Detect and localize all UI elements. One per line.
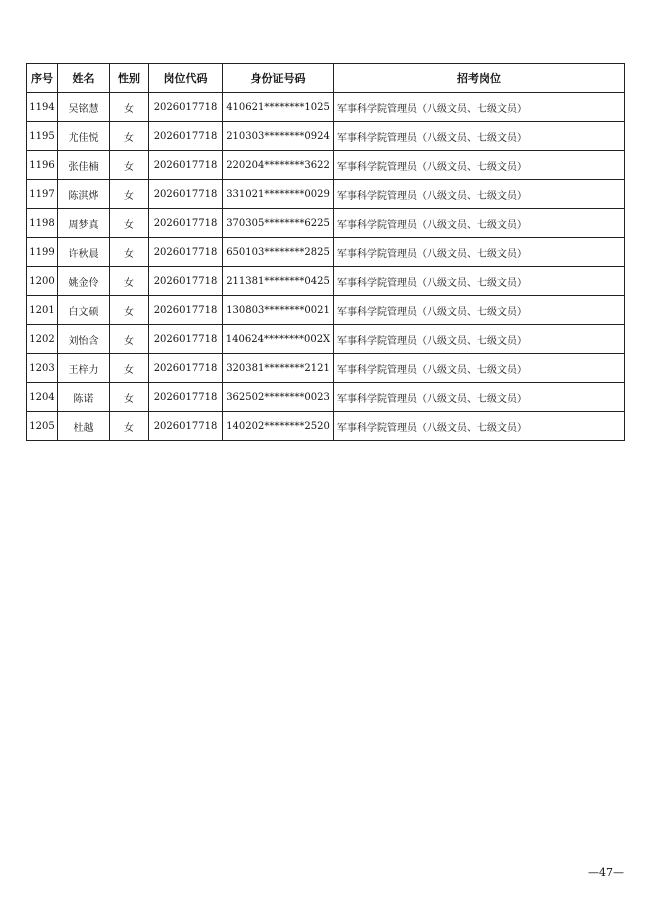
table-body [27, 93, 625, 441]
cell-index: 1201 [27, 296, 58, 325]
cell-position: 军事科学院管理员（八级文员、七级文员） [334, 93, 625, 122]
cell-index: 1197 [27, 180, 58, 209]
cell-index: 1205 [27, 412, 58, 441]
cell-position-code: 2026017718 [149, 383, 223, 412]
cell-id-number: 220204********3622 [223, 151, 334, 180]
cell-name: 陈淇烨 [58, 180, 110, 209]
cell-position: 军事科学院管理员（八级文员、七级文员） [334, 180, 625, 209]
cell-position-code: 2026017718 [149, 122, 223, 151]
table-row [27, 383, 625, 412]
cell-position: 军事科学院管理员（八级文员、七级文员） [334, 209, 625, 238]
cell-gender: 女 [110, 209, 149, 238]
table-row [27, 122, 625, 151]
header-id-number: 身份证号码 [223, 64, 334, 93]
table-row [27, 151, 625, 180]
cell-gender: 女 [110, 354, 149, 383]
cell-position-code: 2026017718 [149, 296, 223, 325]
cell-position: 军事科学院管理员（八级文员、七级文员） [334, 151, 625, 180]
header-name: 姓名 [58, 64, 110, 93]
cell-gender: 女 [110, 267, 149, 296]
header-index: 序号 [27, 64, 58, 93]
cell-id-number: 211381********0425 [223, 267, 334, 296]
cell-gender: 女 [110, 180, 149, 209]
cell-name: 吴铭慧 [58, 93, 110, 122]
cell-name: 张佳楠 [58, 151, 110, 180]
cell-name: 白文硕 [58, 296, 110, 325]
cell-position-code: 2026017718 [149, 354, 223, 383]
table-row [27, 412, 625, 441]
cell-gender: 女 [110, 412, 149, 441]
cell-position-code: 2026017718 [149, 180, 223, 209]
cell-position-code: 2026017718 [149, 209, 223, 238]
cell-id-number: 370305********6225 [223, 209, 334, 238]
cell-index: 1204 [27, 383, 58, 412]
cell-position: 军事科学院管理员（八级文员、七级文员） [334, 325, 625, 354]
cell-gender: 女 [110, 122, 149, 151]
cell-position: 军事科学院管理员（八级文员、七级文员） [334, 354, 625, 383]
table-row [27, 325, 625, 354]
cell-name: 姚金伶 [58, 267, 110, 296]
cell-position: 军事科学院管理员（八级文员、七级文员） [334, 267, 625, 296]
cell-gender: 女 [110, 238, 149, 267]
cell-position-code: 2026017718 [149, 325, 223, 354]
cell-id-number: 140624********002X [223, 325, 334, 354]
table-header-row [27, 64, 625, 93]
table-row [27, 238, 625, 267]
cell-id-number: 130803********0021 [223, 296, 334, 325]
cell-gender: 女 [110, 296, 149, 325]
cell-index: 1198 [27, 209, 58, 238]
cell-id-number: 140202********2520 [223, 412, 334, 441]
header-gender: 性别 [110, 64, 149, 93]
cell-name: 王梓力 [58, 354, 110, 383]
cell-index: 1202 [27, 325, 58, 354]
cell-gender: 女 [110, 383, 149, 412]
cell-index: 1194 [27, 93, 58, 122]
cell-index: 1200 [27, 267, 58, 296]
cell-index: 1199 [27, 238, 58, 267]
cell-id-number: 210303********0924 [223, 122, 334, 151]
cell-id-number: 650103********2825 [223, 238, 334, 267]
cell-name: 许秋晨 [58, 238, 110, 267]
cell-position: 军事科学院管理员（八级文员、七级文员） [334, 238, 625, 267]
cell-position: 军事科学院管理员（八级文员、七级文员） [334, 296, 625, 325]
table-row [27, 267, 625, 296]
cell-position-code: 2026017718 [149, 238, 223, 267]
cell-position: 军事科学院管理员（八级文员、七级文员） [334, 383, 625, 412]
cell-index: 1196 [27, 151, 58, 180]
header-position-code: 岗位代码 [149, 64, 223, 93]
page-number: —47— [588, 866, 624, 879]
cell-position-code: 2026017718 [149, 93, 223, 122]
cell-position-code: 2026017718 [149, 151, 223, 180]
cell-name: 尤佳悦 [58, 122, 110, 151]
cell-id-number: 331021********0029 [223, 180, 334, 209]
table-row [27, 209, 625, 238]
cell-name: 周梦真 [58, 209, 110, 238]
cell-position: 军事科学院管理员（八级文员、七级文员） [334, 412, 625, 441]
cell-id-number: 410621********1025 [223, 93, 334, 122]
cell-id-number: 320381********2121 [223, 354, 334, 383]
table-row [27, 180, 625, 209]
header-position: 招考岗位 [334, 64, 625, 93]
cell-gender: 女 [110, 151, 149, 180]
cell-gender: 女 [110, 93, 149, 122]
cell-position-code: 2026017718 [149, 267, 223, 296]
table-row [27, 93, 625, 122]
cell-index: 1203 [27, 354, 58, 383]
table-row [27, 296, 625, 325]
cell-index: 1195 [27, 122, 58, 151]
cell-name: 刘怡含 [58, 325, 110, 354]
cell-name: 陈诺 [58, 383, 110, 412]
cell-id-number: 362502********0023 [223, 383, 334, 412]
table-row [27, 354, 625, 383]
candidate-table [26, 63, 625, 441]
cell-gender: 女 [110, 325, 149, 354]
cell-name: 杜越 [58, 412, 110, 441]
cell-position: 军事科学院管理员（八级文员、七级文员） [334, 122, 625, 151]
cell-position-code: 2026017718 [149, 412, 223, 441]
